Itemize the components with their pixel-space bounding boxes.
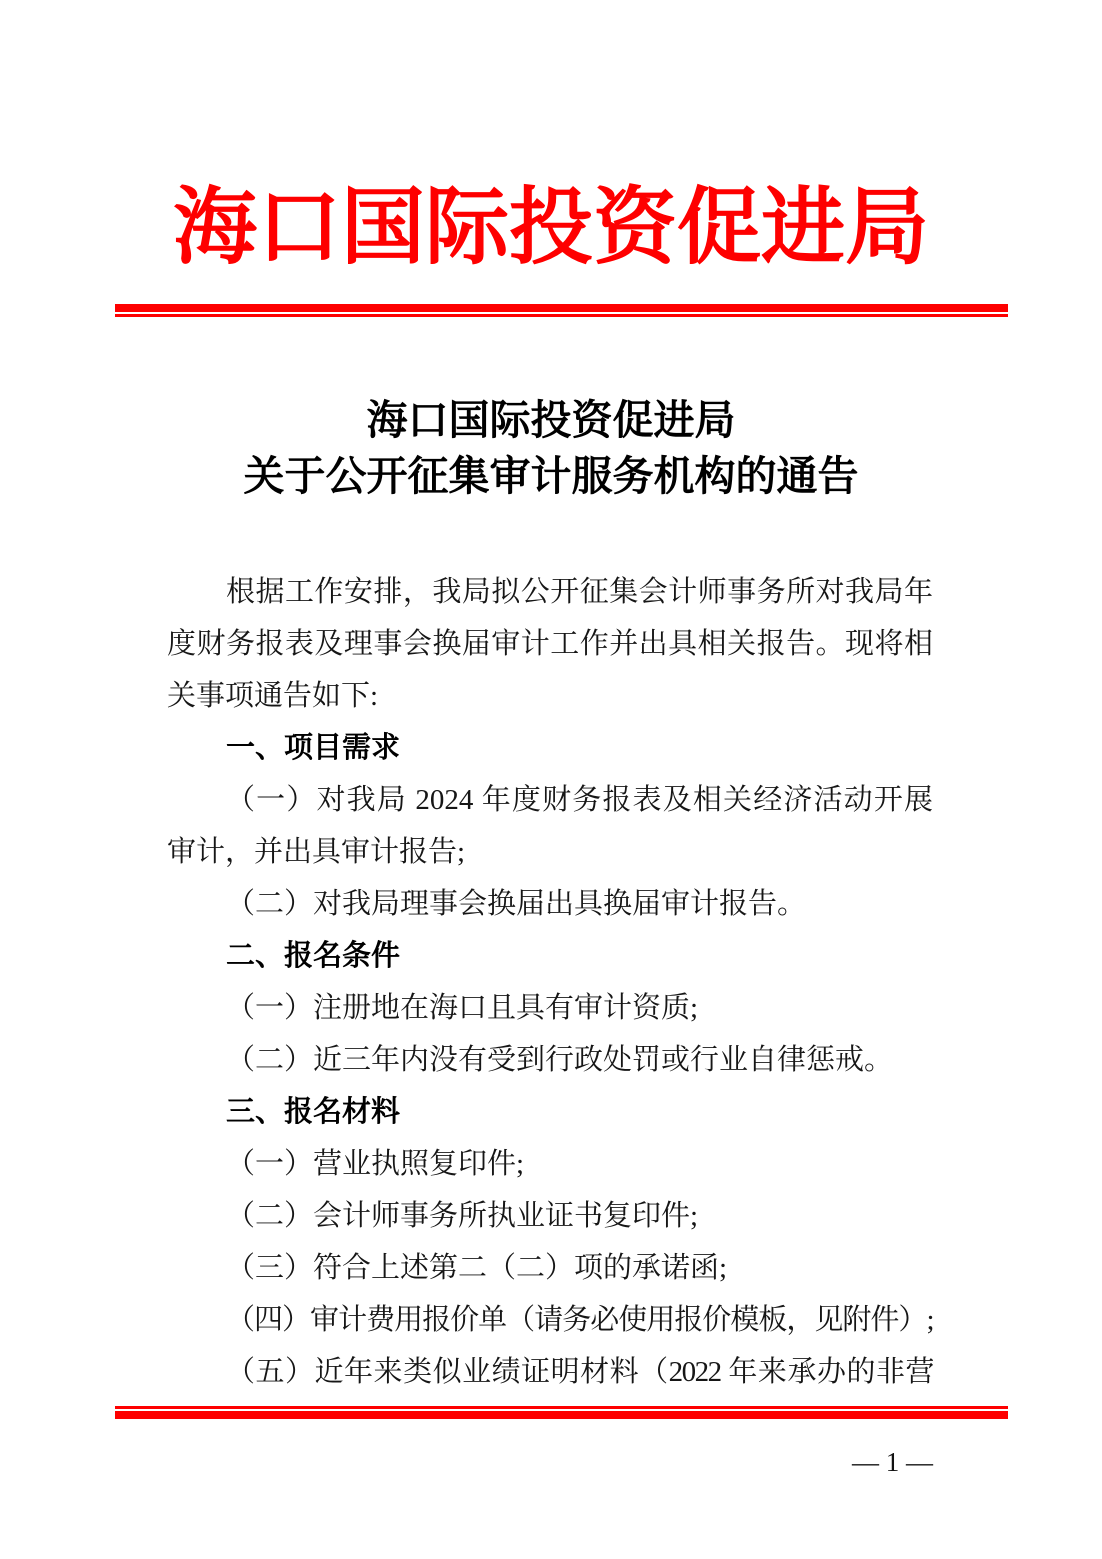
body-line: 根据工作安排，我局拟公开征集会计师事务所对我局年: [226, 576, 933, 608]
document-body: [167, 566, 933, 1398]
document-title-line2: 关于公开征集审计服务机构的通告: [243, 453, 859, 499]
page-number: — 1 —: [852, 1447, 933, 1477]
footer-rule-thick: [115, 1411, 1008, 1419]
footer-double-rule: [115, 1406, 1008, 1419]
body-line: 关事项通告如下:: [167, 680, 379, 712]
body-line: （一）对我局 2024 年度财务报表及相关经济活动开展: [226, 784, 933, 816]
body-line: （二）对我局理事会换届出具换届审计报告。: [226, 888, 807, 920]
body-line: （一）营业执照复印件;: [226, 1148, 525, 1180]
header-double-rule: [115, 304, 1008, 317]
header-rule-thick: [115, 304, 1008, 312]
document-title: [0, 392, 1102, 504]
agency-banner-title: 海口国际投资促进局: [172, 182, 929, 275]
body-line: （三）符合上述第二（二）项的承诺函;: [226, 1252, 728, 1284]
body-line: 审计，并出具审计报告;: [167, 836, 466, 868]
body-line: （五）近年来类似业绩证明材料（2022 年来承办的非营: [226, 1356, 933, 1388]
body-line: （二）近三年内没有受到行政处罚或行业自律惩戒。: [226, 1044, 894, 1076]
body-line: （一）注册地在海口且具有审计资质;: [226, 992, 699, 1024]
body-line: （四）审计费用报价单（请务必使用报价模板，见附件）;: [226, 1304, 933, 1336]
body-line: 度财务报表及理事会换届审计工作并出具相关报告。现将相: [167, 628, 933, 660]
body-line: （二）会计师事务所执业证书复印件;: [226, 1200, 699, 1232]
section-heading: 三、报名材料: [226, 1096, 401, 1128]
section-heading: 一、项目需求: [226, 732, 401, 764]
section-heading: 二、报名条件: [226, 940, 401, 972]
header-rule-thin: [115, 314, 1008, 317]
document-title-line1: 海口国际投资促进局: [366, 397, 736, 443]
